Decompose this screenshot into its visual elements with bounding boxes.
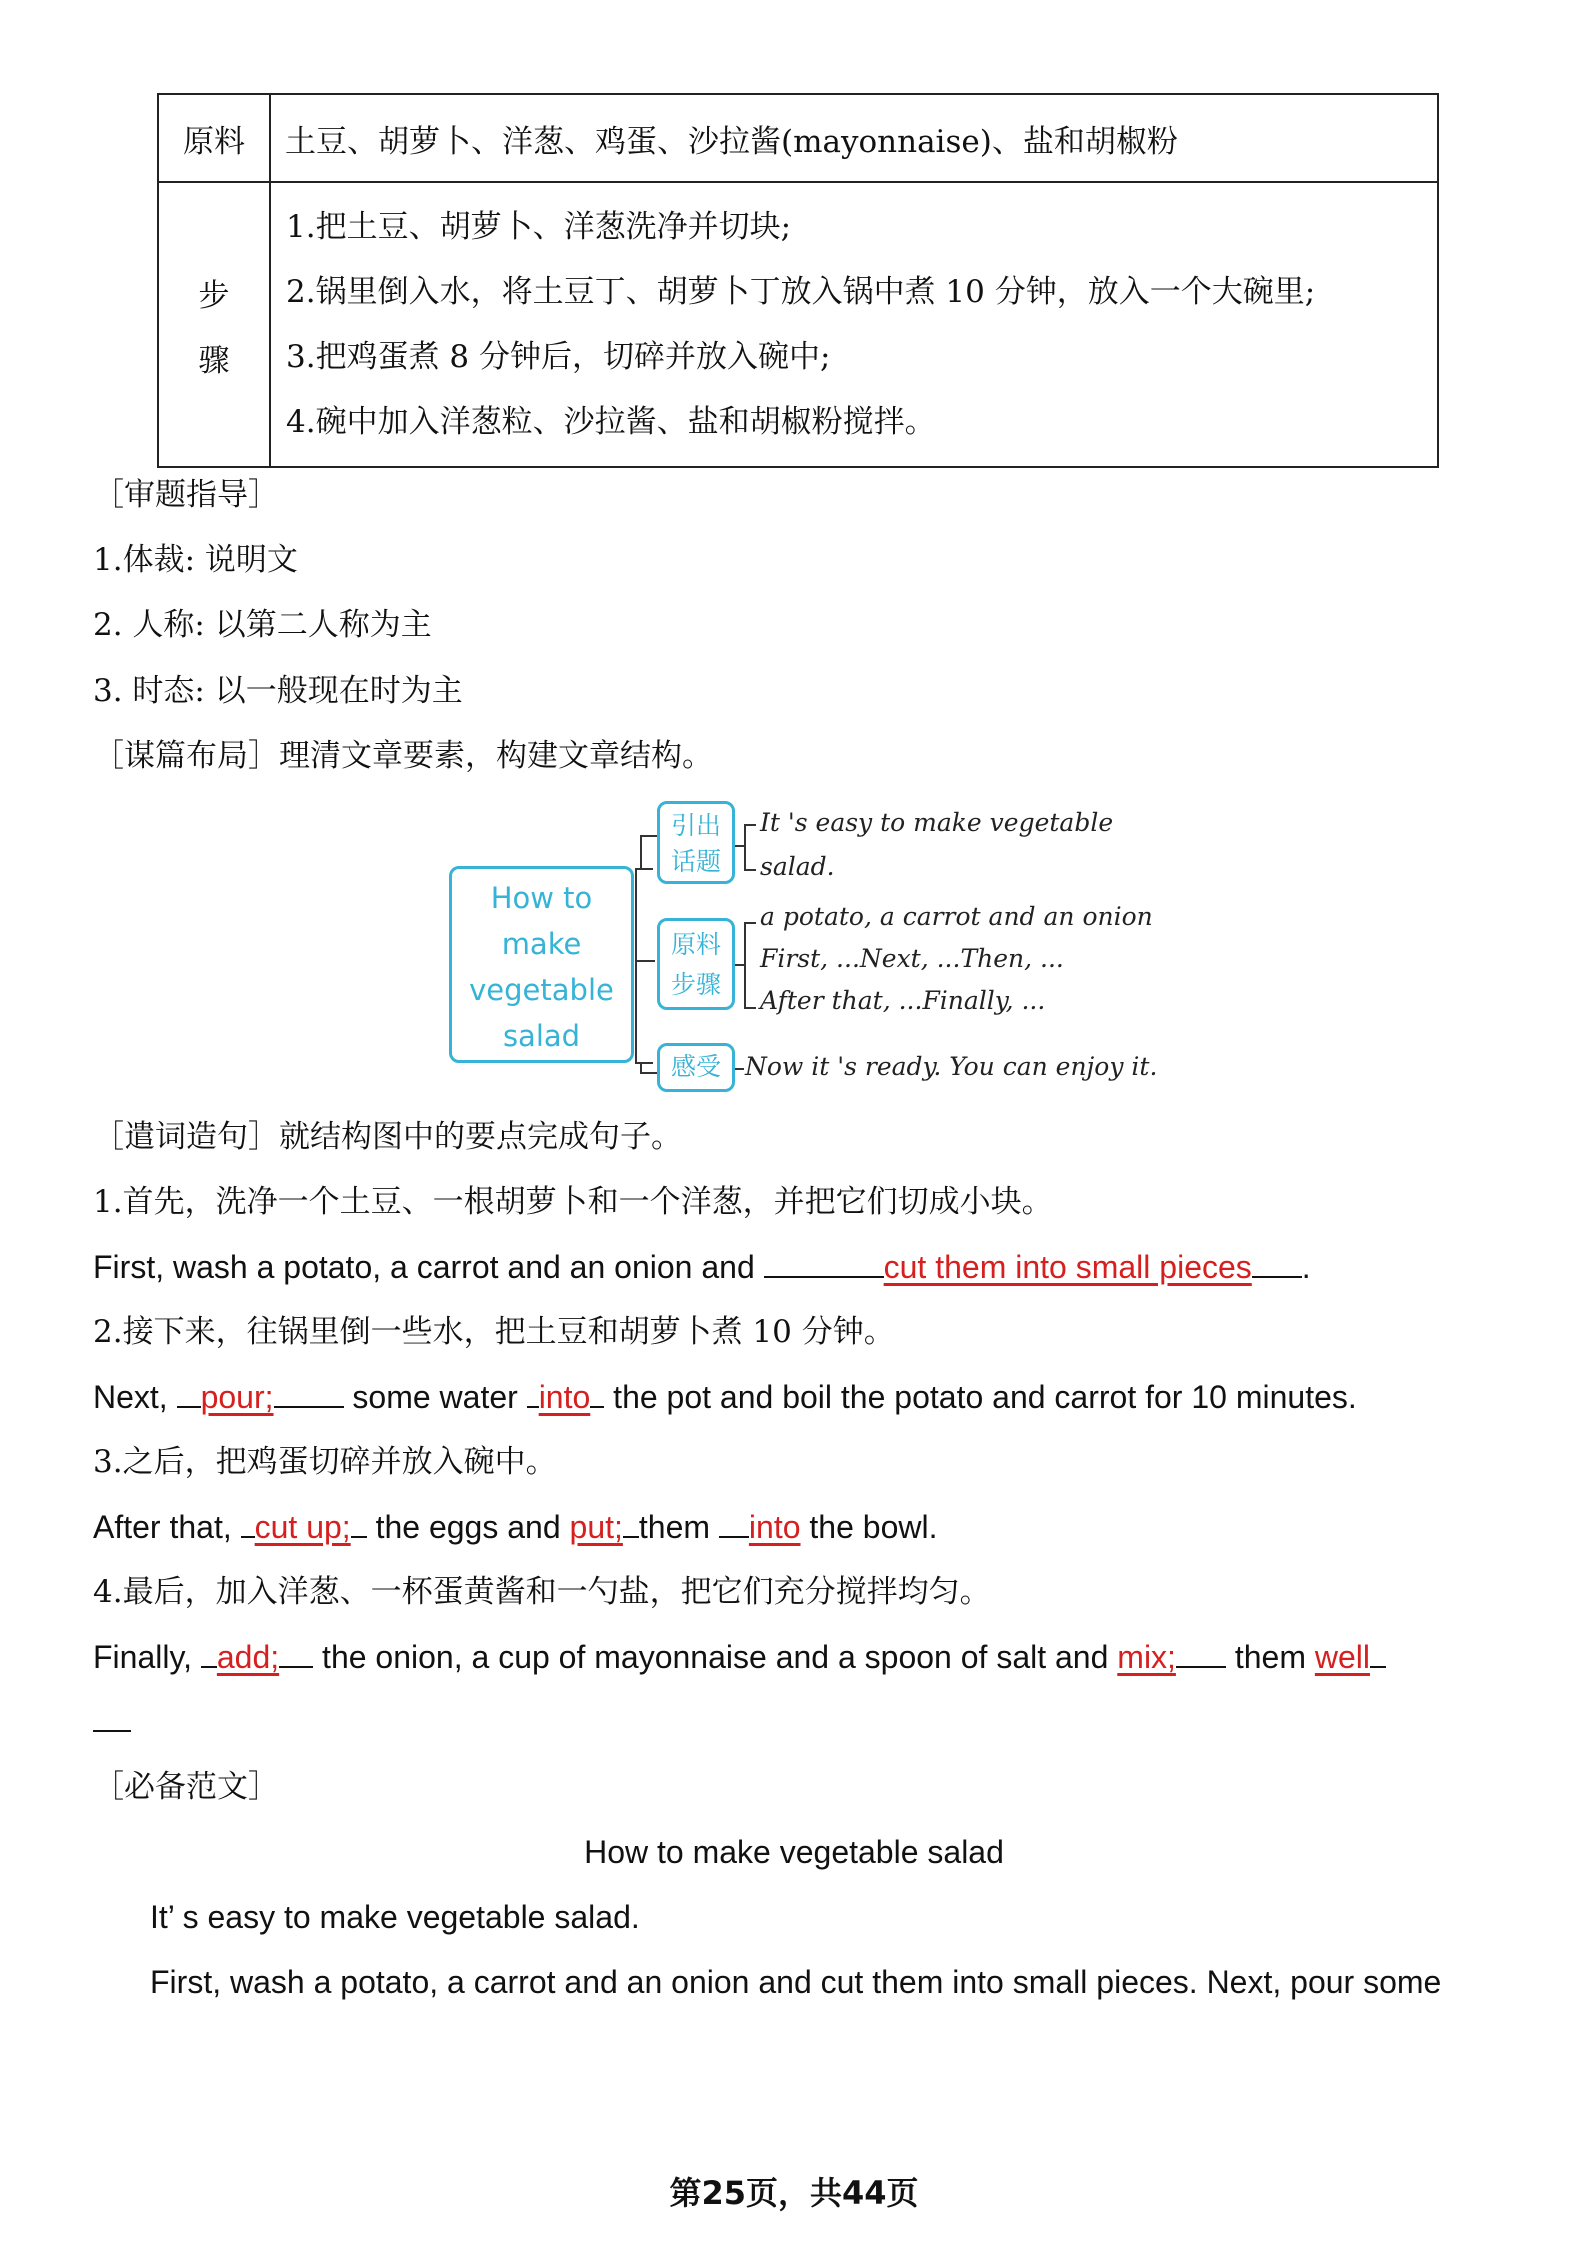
- q4-mid-2: them: [1234, 1639, 1306, 1675]
- q4-prefix: Finally,: [93, 1639, 192, 1675]
- layout-heading: ［谋篇布局］理清文章要素，构建文章结构。: [93, 738, 713, 774]
- branch1-line-2: 话题: [670, 847, 721, 876]
- leaf1b: salad.: [760, 852, 835, 881]
- model-title: How to make vegetable salad: [584, 1834, 1004, 1870]
- q1-blank-lead: [764, 1248, 884, 1278]
- root-bracket-mid: [635, 960, 655, 962]
- q3-answer-3: into: [748, 1509, 801, 1545]
- steps-label-1: 步: [198, 277, 230, 314]
- q4-answer-1: add;: [216, 1639, 280, 1675]
- root-bracket-top: [635, 868, 653, 870]
- q4-answer-2: mix;: [1117, 1639, 1176, 1675]
- q1-chinese: 1.首先，洗净一个土豆、一根胡萝卜和一个洋葱，并把它们切成小块。: [93, 1184, 1053, 1220]
- step-2: 2.锅里倒入水，将土豆丁、胡萝卜丁放入锅中煮 10 分钟，放入一个大碗里;: [286, 273, 1316, 310]
- q1-end: .: [1301, 1249, 1311, 1285]
- step-3: 3.把鸡蛋煮 8 分钟后，切碎并放入碗中;: [286, 338, 831, 375]
- leaf2-link: [735, 964, 744, 966]
- q1-answer: cut them into small pieces: [883, 1249, 1252, 1285]
- model-paragraph-1: It’ s easy to make vegetable salad.: [150, 1899, 640, 1935]
- q3-blank-a: [241, 1508, 255, 1538]
- steps-list: [270, 182, 1438, 467]
- q4-chinese: 4.最后，加入洋葱、一杯蛋黄酱和一勺盐，把它们充分搅拌均匀。: [93, 1574, 991, 1610]
- steps-label-2: 骤: [198, 342, 230, 379]
- steps-label: [158, 182, 270, 467]
- q3-rest: the bowl.: [809, 1509, 938, 1545]
- q3-mid-1: the eggs and: [375, 1509, 561, 1545]
- q4-blank-c: [1176, 1638, 1226, 1668]
- leaf2-bracket: [744, 922, 746, 1007]
- branch1-line-1: 引出: [670, 811, 721, 840]
- model-heading: ［必备范文］: [93, 1769, 279, 1805]
- ingredients-label: 原料: [158, 94, 270, 182]
- leaf2-tick-a: [744, 922, 756, 924]
- q2-mid: some water: [352, 1379, 518, 1415]
- recipe-table: [157, 93, 1439, 468]
- root-bracket-bottom: [635, 1062, 653, 1064]
- q4-blank-a: [201, 1638, 217, 1668]
- q2-prefix: Next,: [93, 1379, 168, 1415]
- q4-mid-1: the onion, a cup of mayonnaise and a spoon of salt and: [322, 1639, 1109, 1675]
- q3-answer-1: cut up;: [254, 1509, 351, 1545]
- q2-answer-1: pour;: [200, 1379, 274, 1415]
- q2-blank-d: [590, 1378, 604, 1408]
- root-link-3v: [640, 1062, 642, 1072]
- root-link-1v: [640, 835, 642, 868]
- leaf2c: After that, ...Finally, ...: [760, 986, 1046, 1015]
- q3-prefix: After that,: [93, 1509, 232, 1545]
- q2-rest: the pot and boil the potato and carrot for 10 minutes.: [613, 1379, 1357, 1415]
- q3-answer-2: put;: [569, 1509, 623, 1545]
- root-link-3: [640, 1072, 658, 1074]
- q2-english: [93, 1377, 1357, 1417]
- leaf1-tick-a: [744, 824, 756, 826]
- leaf1-tick-b: [744, 869, 756, 871]
- q2-blank-a: [177, 1378, 201, 1408]
- q4-continuation-blank: [93, 1730, 131, 1732]
- root-bracket: [635, 868, 637, 1062]
- mindmap-root: [449, 866, 634, 1063]
- q1-prefix: First, wash a potato, a carrot and an onion and: [93, 1249, 755, 1285]
- leaf2b: First, ...Next, ...Then, ...: [760, 944, 1064, 973]
- leaf3-link: [735, 1068, 744, 1070]
- guide-item-2: 2. 人称: 以第二人称为主: [93, 607, 432, 643]
- leaf2-tick-c: [744, 1007, 756, 1009]
- model-paragraph-2: First, wash a potato, a carrot and an onion and cut them into small pieces. Next, pour some: [150, 1964, 1442, 2000]
- root-line-4: salad: [502, 1019, 581, 1053]
- q4-blank-d: [1370, 1638, 1386, 1668]
- branch2-line-2: 步骤: [670, 970, 721, 999]
- q3-blank-d: [719, 1508, 749, 1538]
- branch-ingredients-steps: [657, 918, 735, 1010]
- q2-answer-2: into: [538, 1379, 591, 1415]
- q2-blank-c: [527, 1378, 539, 1408]
- q3-chinese: 3.之后，把鸡蛋切碎并放入碗中。: [93, 1444, 557, 1480]
- ingredients-text: 土豆、胡萝卜、洋葱、鸡蛋、沙拉酱(mayonnaise)、盐和胡椒粉: [270, 94, 1438, 182]
- guide-heading: ［审题指导］: [93, 477, 279, 513]
- step-1: 1.把土豆、胡萝卜、洋葱洗净并切块;: [286, 208, 792, 245]
- q1-english: [93, 1247, 1311, 1287]
- q3-mid-2: them: [638, 1509, 711, 1545]
- step-4: 4.碗中加入洋葱粒、沙拉酱、盐和胡椒粉搅拌。: [286, 403, 936, 440]
- branch-feeling: 感受: [657, 1043, 735, 1092]
- root-line-2: make: [501, 927, 582, 961]
- guide-item-3: 3. 时态: 以一般现在时为主: [93, 673, 463, 709]
- branch2-line-1: 原料: [670, 930, 721, 959]
- q3-blank-b: [351, 1508, 367, 1538]
- branch-intro: [657, 801, 735, 884]
- leaf1-link: [735, 845, 744, 847]
- q4-blank-b: [279, 1638, 313, 1668]
- sentences-heading: ［遣词造句］就结构图中的要点完成句子。: [93, 1119, 682, 1155]
- q4-answer-3: well: [1314, 1639, 1370, 1675]
- q1-blank-tail: [1252, 1248, 1302, 1278]
- q3-blank-c: [623, 1508, 639, 1538]
- root-link-1: [640, 835, 658, 837]
- root-line-3: vegetable: [469, 973, 614, 1007]
- q4-english: [93, 1637, 1386, 1677]
- page-footer: 第25页，共44页: [669, 2174, 919, 2212]
- leaf3: Now it 's ready. You can enjoy it.: [745, 1052, 1158, 1081]
- root-line-1: How to: [490, 881, 593, 915]
- q3-english: [93, 1507, 937, 1547]
- q2-blank-b: [274, 1378, 344, 1408]
- q2-chinese: 2.接下来，往锅里倒一些水，把土豆和胡萝卜煮 10 分钟。: [93, 1314, 895, 1350]
- leaf1a: It 's easy to make vegetable: [760, 808, 1114, 837]
- leaf1-bracket: [744, 824, 746, 869]
- leaf2a: a potato, a carrot and an onion: [760, 902, 1153, 931]
- guide-item-1: 1.体裁: 说明文: [93, 542, 298, 578]
